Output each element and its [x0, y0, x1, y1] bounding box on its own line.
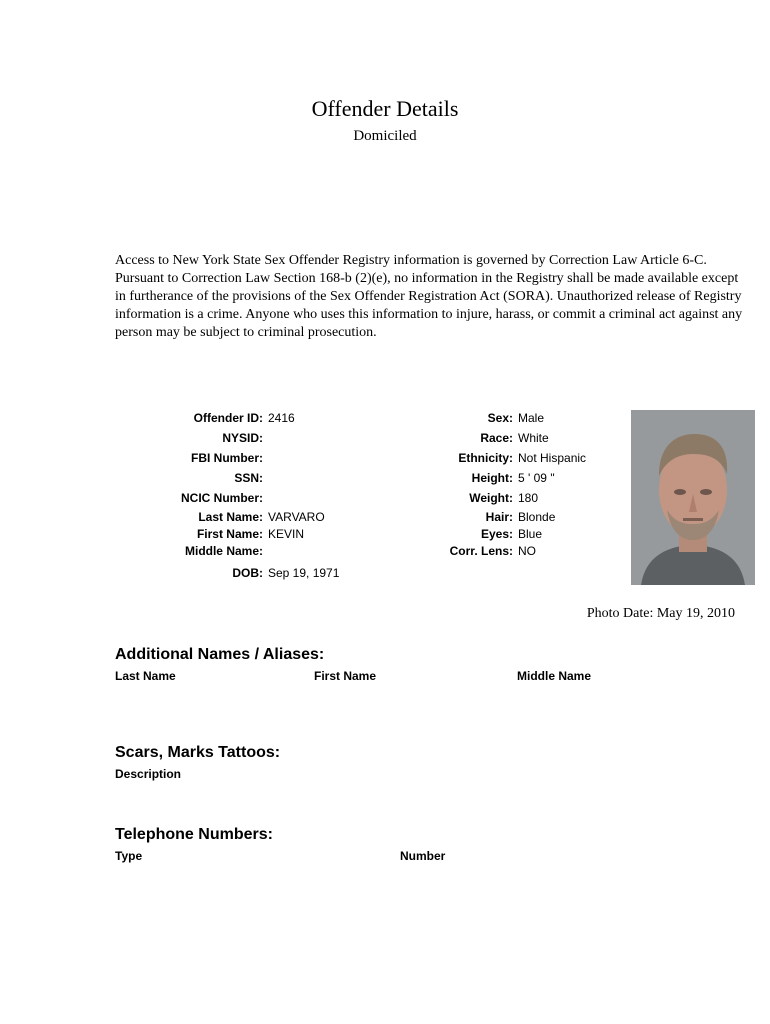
photo-date: Photo Date: May 19, 2010	[586, 606, 735, 621]
corr-lens-value: NO	[518, 544, 536, 558]
fbi-number-label: FBI Number:	[191, 451, 263, 465]
height-value: 5 ' 09 "	[518, 471, 555, 485]
sex-value: Male	[518, 411, 545, 425]
page-title: Offender Details	[311, 96, 459, 121]
nysid-label: NYSID:	[222, 431, 263, 445]
scars-heading: Scars, Marks Tattoos:	[115, 744, 281, 761]
middle-name-label: Middle Name:	[184, 544, 263, 558]
registry-notice: Access to New York State Sex Offender Registry information is governed by Correction Law Article 6-C. Pursuant to Correction Law Section 168-b (2)(e), no information in the Registry shall be made available except in furtherance of the provisions of the Sex Offender Registration Act (SORA). Unauthorized release of Registry information is a crime. Anyone who uses this information to injure, harass, or commit a criminal act against any person may be subject to criminal prosecution.	[115, 253, 743, 340]
weight-label: Weight:	[469, 491, 513, 505]
first-name-value: KEVIN	[268, 527, 305, 541]
aliases-col-middle-name: Middle Name	[517, 669, 592, 683]
last-name-label: Last Name:	[198, 510, 263, 524]
telephone-col-number: Number	[400, 849, 446, 863]
portrait-image	[631, 410, 755, 585]
aliases-col-last-name: Last Name	[115, 669, 176, 683]
first-name-label: First Name:	[196, 527, 263, 541]
ssn-label: SSN:	[234, 471, 263, 485]
page-subtitle: Domiciled	[353, 128, 417, 144]
corr-lens-label: Corr. Lens:	[449, 544, 513, 558]
race-value: White	[518, 431, 549, 445]
height-label: Height:	[471, 471, 513, 485]
race-label: Race:	[480, 431, 513, 445]
aliases-heading: Additional Names / Aliases:	[115, 646, 325, 663]
scars-col-description: Description	[115, 767, 182, 781]
hair-value: Blonde	[518, 510, 556, 524]
telephone-col-type: Type	[115, 849, 143, 863]
hair-label: Hair:	[485, 510, 513, 524]
offender-id-label: Offender ID:	[193, 411, 263, 425]
ncic-number-label: NCIC Number:	[180, 491, 263, 505]
ethnicity-label: Ethnicity:	[458, 451, 513, 465]
aliases-col-first-name: First Name	[314, 669, 377, 683]
ethnicity-value: Not Hispanic	[518, 451, 587, 465]
telephone-heading: Telephone Numbers:	[115, 826, 273, 843]
eyes-label: Eyes:	[480, 527, 513, 541]
offender-id-value: 2416	[268, 411, 295, 425]
weight-value: 180	[518, 491, 539, 505]
eyes-value: Blue	[518, 527, 543, 541]
offender-photo	[631, 410, 755, 585]
last-name-value: VARVARO	[268, 510, 325, 524]
dob-value: Sep 19, 1971	[268, 566, 340, 580]
dob-label: DOB:	[232, 566, 263, 580]
sex-label: Sex:	[487, 411, 513, 425]
